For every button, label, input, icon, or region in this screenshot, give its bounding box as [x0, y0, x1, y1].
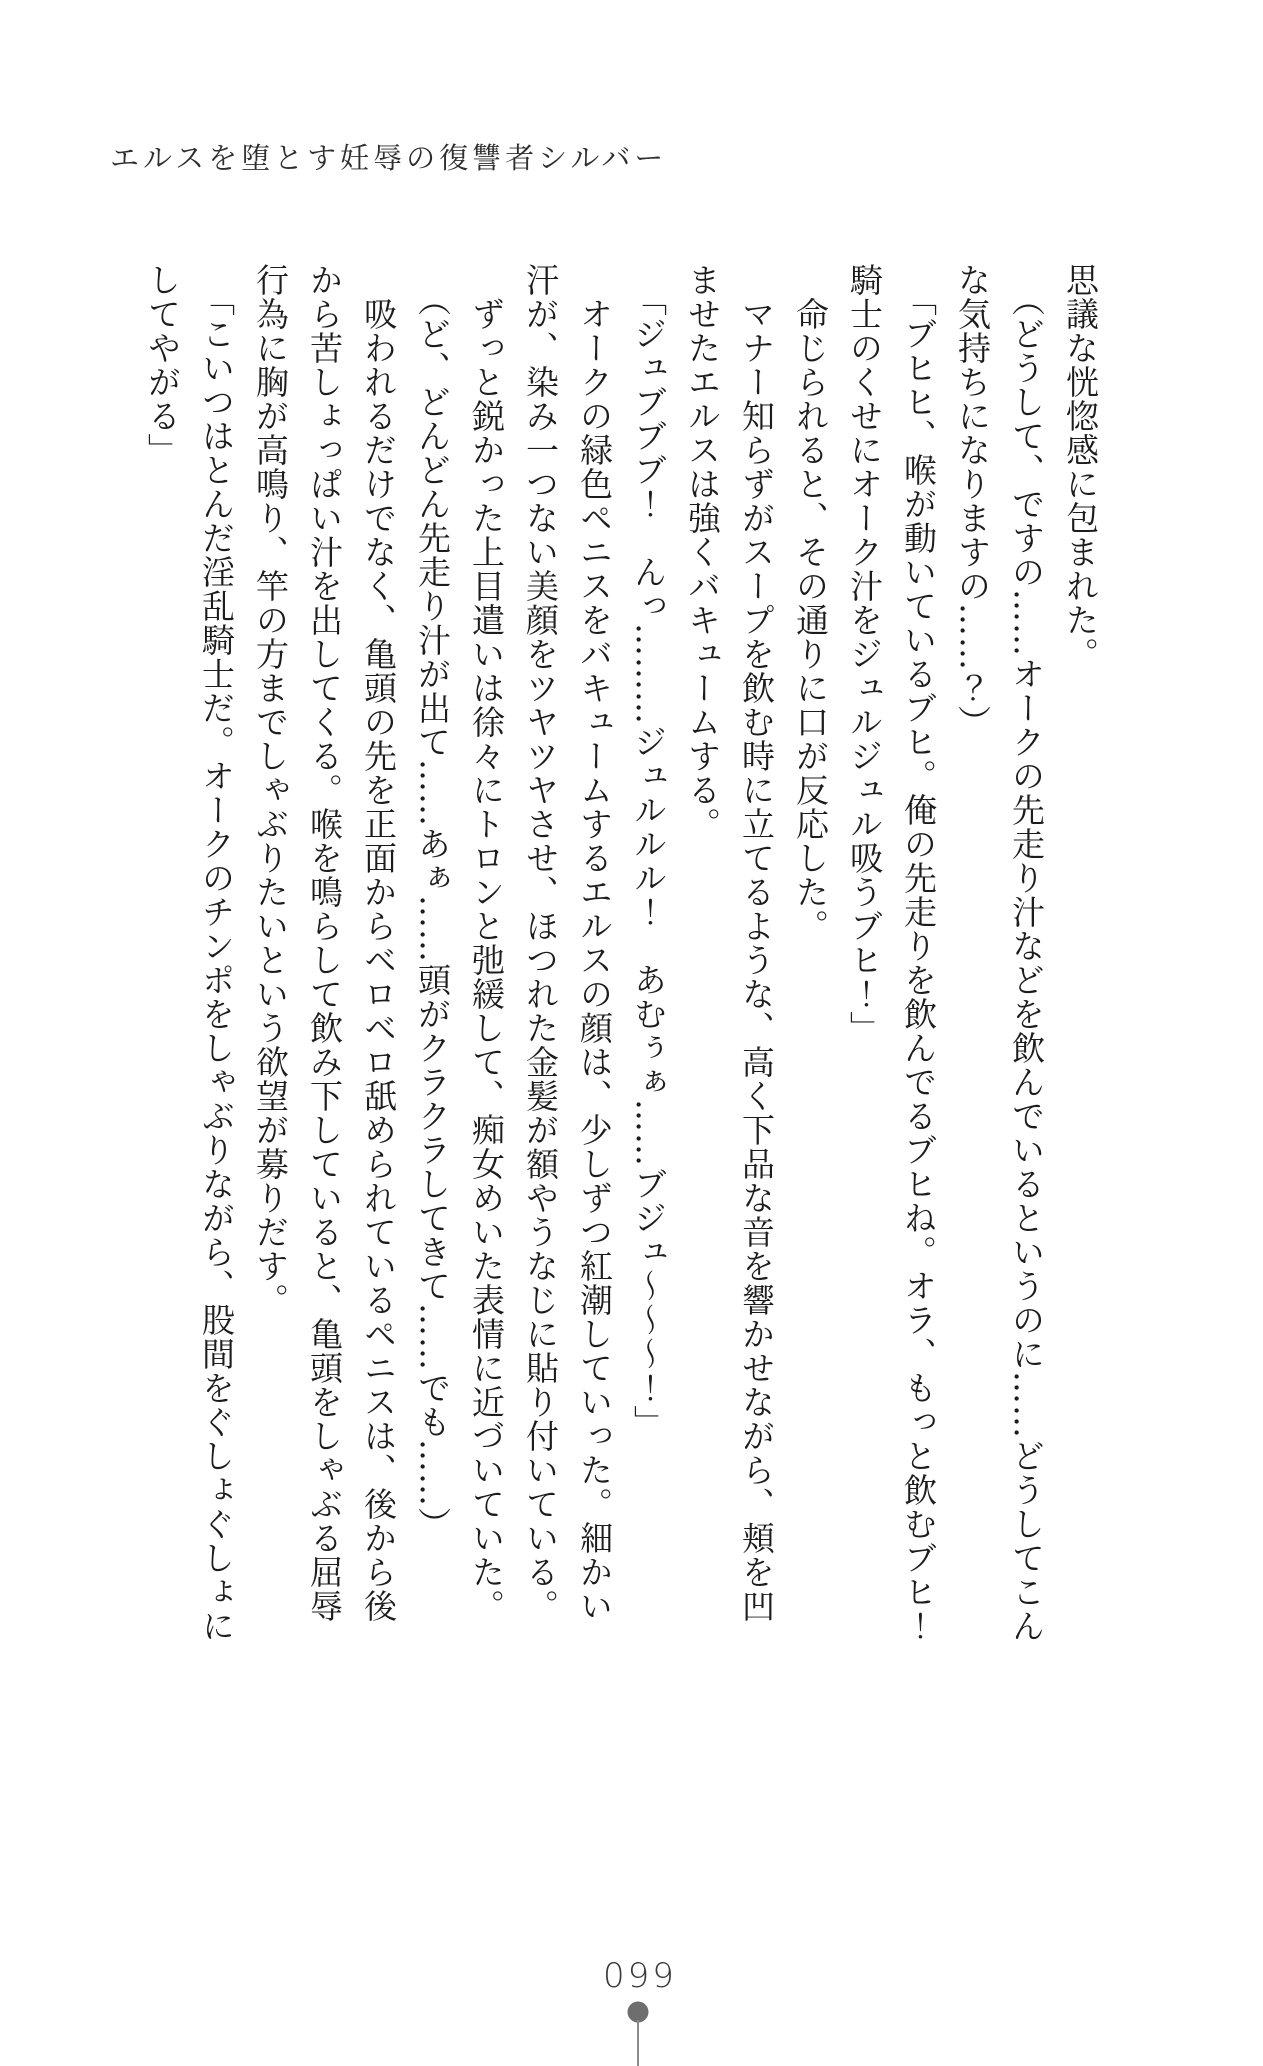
- text-column: （ど、どんどん先走り汁が出て……あぁ……頭がクラクラしてきて……でも……）: [413, 283, 452, 1541]
- text-column: 「こいつはとんだ淫乱騎士だ。オークのチンポをしゃぶりながら、股間をぐしょぐしょに: [197, 283, 236, 1643]
- text-column: ずっと鋭かった上目遣いは徐々にトロンと弛緩して、痴女めいた表情に近づいていた。: [467, 297, 506, 1623]
- text-column: 「ジュブブブ！ んっ………ジュルルル！ あむぅぁ……ブジュ～～～！」: [629, 283, 668, 1439]
- text-column: 「ブヒヒ、喉が動いているブヒ。俺の先走りを飲んでるブヒね。オラ、もっと飲むブヒ！: [899, 283, 938, 1643]
- text-column: してやがる」: [143, 263, 182, 467]
- text-column: な気持ちになりますの……？）: [953, 263, 992, 739]
- text-column: 行為に胸が高鳴り、竿の方までしゃぶりたいという欲望が募りだす。: [251, 263, 290, 1317]
- text-column: 汗が、染み一つない美顔をツヤツヤさせ、ほつれた金髪が額やうなじに貼り付いている。: [521, 263, 560, 1623]
- text-column: （どうして、ですの……オークの先走り汁などを飲んでいるというのに……どうしてこん: [1007, 283, 1046, 1643]
- text-column: マナー知らずがスープを飲む時に立てるような、高く下品な音を響かせながら、頬を凹: [737, 297, 776, 1623]
- text-column: オークの緑色ペニスをバキュームするエルスの顔は、少しずつ紅潮していった。細かい: [575, 297, 614, 1623]
- binding-line-marker: [637, 2020, 639, 2066]
- text-column: ませたエルスは強くバキュームする。: [683, 263, 722, 841]
- text-column: 思議な恍惚感に包まれた。: [1061, 263, 1100, 671]
- body-text: [135, 263, 1107, 1657]
- text-column: 騎士のくせにオーク汁をジュルジュル吸うブヒ！」: [845, 263, 884, 1045]
- text-column: 吸われるだけでなく、亀頭の先を正面からベロベロ舐められているペニスは、後から後: [359, 297, 398, 1623]
- text-column: 命じられると、その通りに口が反応した。: [791, 297, 830, 943]
- page-number: 099: [603, 1956, 677, 1996]
- running-title: エルスを堕とす妊辱の復讐者シルバー: [110, 141, 668, 175]
- text-column: から苦しょっぱい汁を出してくる。喉を鳴らして飲み下していると、亀頭をしゃぶる屈辱: [305, 263, 344, 1623]
